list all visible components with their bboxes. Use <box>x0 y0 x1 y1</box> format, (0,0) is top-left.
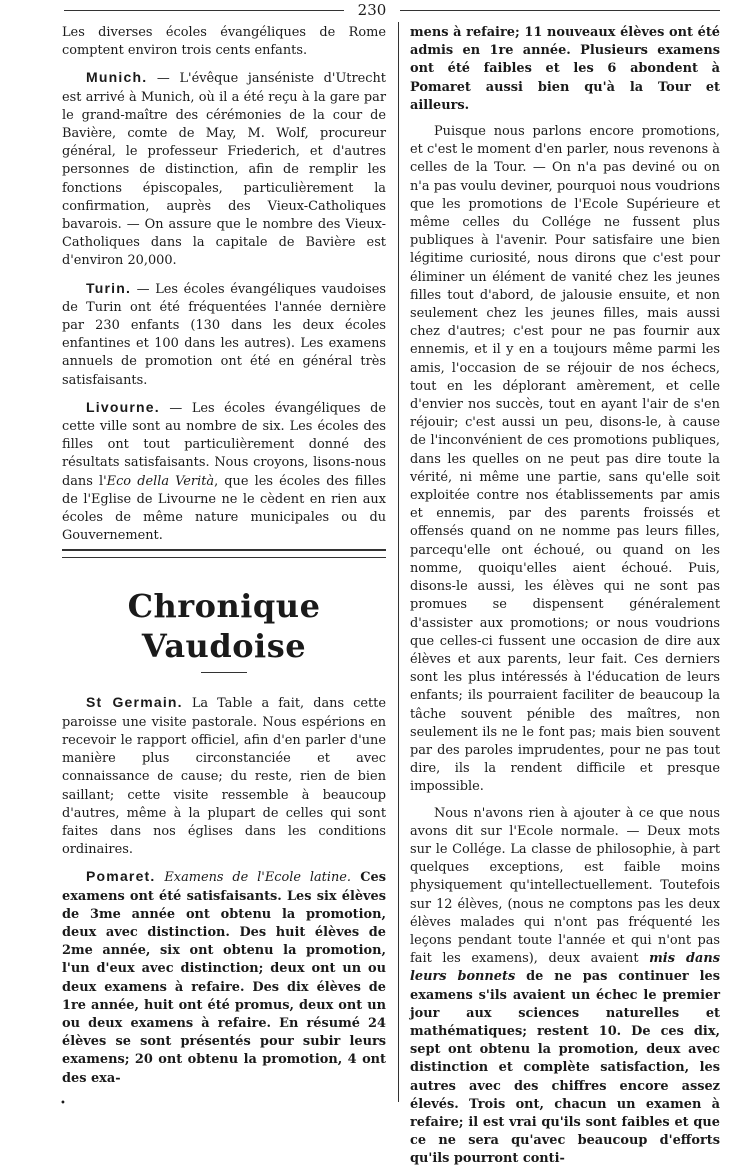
college-text-a: Nous n'avons rien à ajouter à ce que nous avons dit sur l'Ecole normale. — Deux mots sur le Collége. La classe de philosophie, à part quelques exceptions, est faible moins physiquement qu'intellectuellement. Toutefois sur 12 élèves, (nous ne comptons pas les deux élèves malades qui n'ont pas fréquenté les leçons pendant toute l'année et qui n'ont pas fait les examens), deux avaient <box>410 805 720 967</box>
turin-text: — Les écoles évangéliques vaudoises de Turin ont été fréquentées l'année dernière par 230 enfants (130 dans les deux écoles enfantines et 100 dans les autres). Les examens annuels de promotion ont été en général très satisfaisants. <box>62 281 386 388</box>
college-paragraph <box>410 805 720 1169</box>
livourne-paragraph <box>62 398 386 546</box>
livourne-text-b: , que les écoles des filles de l'Eglise de Livourne ne le cèdent en rien aux écoles de même nature municipales ou du Gouvernement. <box>62 473 386 544</box>
munich-heading: Munich. <box>86 69 148 86</box>
rome-paragraph: Les diverses écoles évangéliques de Rome comptent environ trois cents enfants. <box>62 25 386 59</box>
chronicle-title: Chronique Vaudoise <box>127 587 321 666</box>
journal-title: Eco della Verità <box>106 473 215 489</box>
section-double-rule <box>62 549 386 558</box>
livourne-text-a: — Les écoles évangéliques de cette ville sont au nombre de six. Les écoles des filles ont tout particulièrement donné des résultats satisfaisants. Nous croyons, lisons-nous dans l' <box>62 400 386 489</box>
college-italic: mis dans leurs bonnets <box>410 951 720 985</box>
left-column <box>62 24 386 1088</box>
livourne-heading: Livourne. <box>86 398 160 415</box>
pomaret-subtitle: Examens de l'Ecole latine. <box>155 870 351 886</box>
st-germain-text: La Table a fait, dans cette paroisse une visite pastorale. Nous espérions en recevoir le rapport officiel, afin d'en parler d'une manière plus circonstanciée et avec connaissance de cause; du reste, rien de bien saillant; cette visite ressemble à beaucoup d'autres, même à la plupart de celles qui sont faites dans nos églises dans les conditions ordinaires. <box>62 696 386 858</box>
pomaret-paragraph <box>62 867 386 1087</box>
page-number: 230 <box>357 1 387 19</box>
munich-paragraph <box>62 68 386 270</box>
continuation-paragraph: mens à refaire; 11 nouveaux élèves ont été admis en 1re année. Plusieurs examens ont été faibles et les 6 abondent à Pomaret aussi bien qu'à la Tour et ailleurs. <box>410 25 720 113</box>
pomaret-heading: Pomaret. <box>86 868 156 885</box>
college-text-b: de ne pas continuer les examens s'ils avaient un échec le premier jour aux sciences naturelles et mathématiques; restent 10. De ces dix, sept ont obtenu la promotion, deux avec distinction et complète satisfaction, les autres avec des chiffres encore assez élevés. Trois ont, chacun un examen à refaire; il est vrai qu'ils sont faibles et que ce ne sera qu'avec beaucoup d'efforts qu'ils pourront conti- <box>410 969 720 1167</box>
header-rule-left <box>64 10 344 11</box>
st-germain-heading: St Germain. <box>86 694 183 711</box>
right-column <box>410 24 720 1169</box>
turin-paragraph <box>62 279 386 390</box>
header-rule-right <box>400 10 720 11</box>
promotions-paragraph: Puisque nous parlons encore promotions, et c'est le moment d'en parler, nous revenons à celles de la Tour. — On n'a pas deviné ou on n'a pas voulu deviner, pourquoi nous voudrions que les promotions de l'Ecole Supérieure et même celles du Collége ne fussent plus publiques à l'avenir. Pour satisfaire une bien légitime curiosité, nous dirons que c'est pour éliminer un élément de vanité chez les jeunes filles tout d'abord, de jalousie ensuite, et non seulement chez les jeunes filles, mais aussi chez d'autres; c'est pour ne pas fournir aux ennemis, et il y en a toujours même parmi les amis, l'occasion de se réjouir de nos échecs, tout en les déplorant amèrement, et celle d'envier nos succès, tout en ayant l'air de s'en réjouir; c'est aussi un peu, disons-le, à cause de l'inconvénient de ces promotions publiques, dans les quelles on ne peut pas dire toute la vérité, ni même une partie, sans qu'elle soit exploitée contre nos établissements par amis et ennemis, par des parents froissés et offensés quand on ne nomme pas leurs filles, parcequ'elle ont échoué, ou quand on les nomme, quoiqu'elles aient échoué. Puis, disons-le aussi, les élèves qui ne sont pas promues se dispensent généralement d'assister aux promotions; or nous voudrions que celles-ci fussent une occasion de dire aux élèves et aux parents, leur fait. Ces derniers sont les plus intéressés à l'éducation de leurs enfants; ils pourraient faciliter de beaucoup la tâche souvent pénible des maîtres, non seulement ils ne le font pas; mais bien souvent par des paroles imprudentes, pour ne pas tout dire, ils la rendent difficile et presque impossible. <box>410 124 720 795</box>
print-mark: • <box>60 1098 66 1109</box>
munich-text: — L'évêque janséniste d'Utrecht est arrivé à Munich, où il a été reçu à la gare par le grand-maître des cérémonies de la cour de Bavière, comte de May, M. Wolf, procureur général, le professeur Friederich, et d'autres personnes de distinction, afin de remplir les fonctions épiscopales, particulièrement la confirmation, auprès des Vieux-Catholiques bavarois. — On assure que le nombre des Vieux-Catholiques dans la capitale de Bavière est d'environ 20,000. <box>62 71 386 269</box>
st-germain-paragraph <box>62 693 386 859</box>
pomaret-text: Ces examens ont été satisfaisants. Les six élèves de 3me année ont obtenu la promotion, deux avec distinction. Des huit élèves de 2me année, six ont obtenu la promotion, l'un d'eux avec distinction; deux ont un ou deux examens à refaire. Des dix élèves de 1re année, huit ont été promus, deux ont un ou deux examens à refaire. En résumé 24 élèves se sont présentés pour subir leurs examens; 20 ont obtenu la promotion, 4 ont des exa- <box>62 870 386 1086</box>
column-divider <box>398 22 399 1102</box>
title-underline <box>201 672 247 673</box>
turin-heading: Turin. <box>86 279 132 296</box>
